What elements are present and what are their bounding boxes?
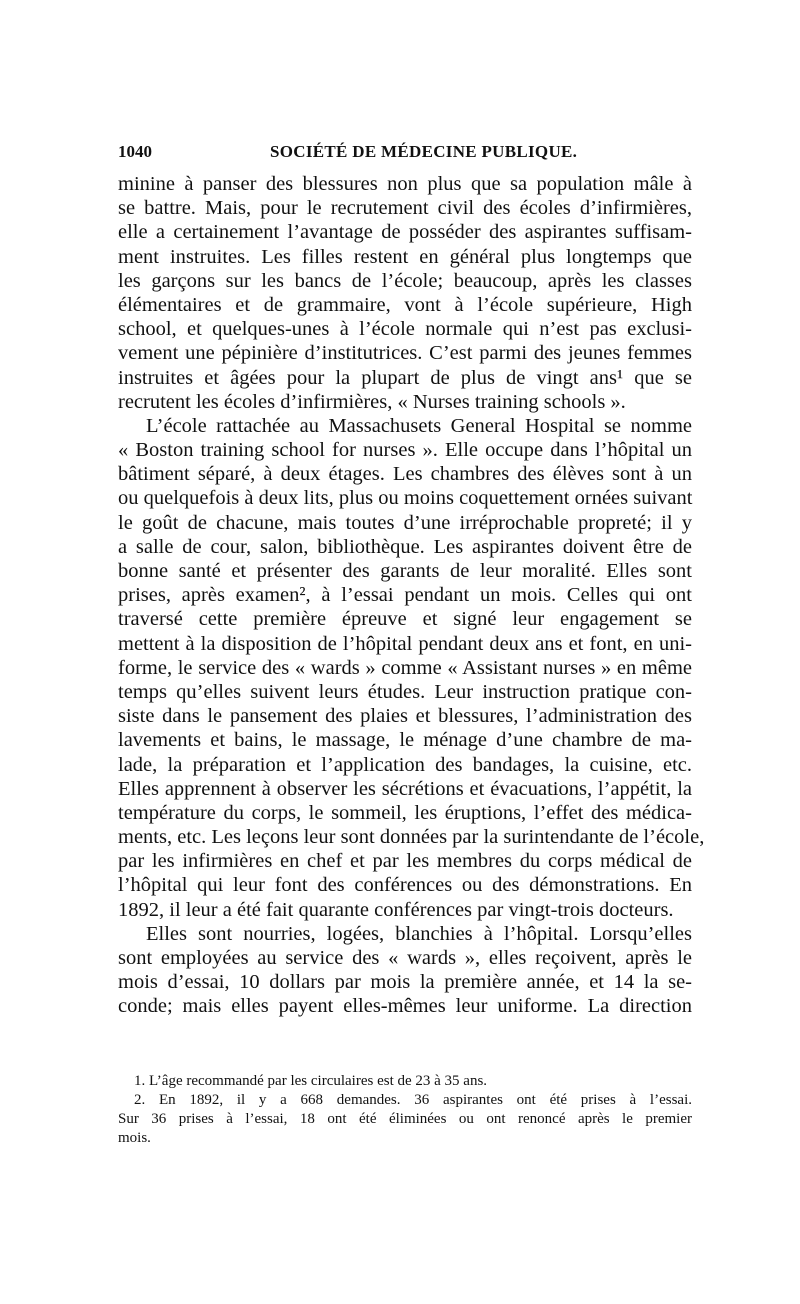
- text-line: ment instruites. Les filles restent en général plus longtemps que: [118, 245, 692, 268]
- text-line: siste dans le pansement des plaies et blessures, l’administration des: [118, 705, 692, 728]
- text-line: l’hôpital qui leur font des conférences ou des démonstrations. En: [118, 874, 692, 897]
- footnote-line: mois.: [118, 1130, 151, 1146]
- text-line: mettent à la disposition de l’hôpital pendant deux ans et font, en uni-: [118, 632, 692, 655]
- text-line: temps qu’elles suivent leurs études. Leur instruction pratique con-: [118, 680, 692, 703]
- text-line: les garçons sur les bancs de l’école; beaucoup, après les classes: [118, 269, 692, 292]
- text-line: school, et quelques-unes à l’école normale qui n’est pas exclusi-: [118, 318, 692, 341]
- text-line: elle a certainement l’avantage de posséder des aspirantes suffisam-: [118, 221, 692, 244]
- text-line: le goût de chacune, mais toutes d’une irréprochable propreté; il y: [118, 511, 692, 534]
- text-line: température du corps, le sommeil, les éruptions, l’effet des médica-: [118, 801, 692, 824]
- text-line: L’école rattachée au Massachusets General Hospital se nomme: [146, 414, 692, 437]
- text-line: recrutent les écoles d’infirmières, « Nurses training schools ».: [118, 390, 626, 413]
- text-line: conde; mais elles payent elles-mêmes leur uniforme. La direction: [118, 995, 692, 1018]
- text-line: « Boston training school for nurses ». Elle occupe dans l’hôpital un: [118, 439, 692, 462]
- text-line: vement une pépinière d’institutrices. C’est parmi des jeunes femmes: [118, 342, 692, 365]
- text-line: traversé cette première épreuve et signé leur engagement se: [118, 608, 692, 631]
- text-line: lavements et bains, le massage, le ménage d’une chambre de ma-: [118, 729, 692, 752]
- text-line: bonne santé et présenter des garants de leur moralité. Elles sont: [118, 560, 692, 582]
- footnote-line: Sur 36 prises à l’essai, 18 ont été éliminées ou ont renoncé après le premier: [118, 1111, 692, 1127]
- text-line: élémentaires et de grammaire, vont à l’école supérieure, High: [118, 293, 692, 316]
- text-line: mois d’essai, 10 dollars par mois la première année, et 14 la se-: [118, 971, 692, 994]
- text-line: par les infirmières en chef et par les membres du corps médical de: [118, 850, 692, 873]
- running-title: SOCIÉTÉ DE MÉDECINE PUBLIQUE.: [270, 142, 578, 161]
- text-line: Elles apprennent à observer les sécrétions et évacuations, l’appétit, la: [118, 777, 692, 800]
- text-line: minine à panser des blessures non plus que sa population mâle à: [118, 173, 692, 195]
- page-header: [118, 142, 690, 168]
- body-text: [118, 172, 705, 1019]
- text-line: ou quelquefois à deux lits, plus ou moins coquettement ornées suivant: [118, 487, 693, 510]
- footnote-line: 1. L’âge recommandé par les circulaires est de 23 à 35 ans.: [134, 1073, 488, 1089]
- footnote-line: 2. En 1892, il y a 668 demandes. 36 aspirantes ont été prises à l’essai.: [134, 1092, 692, 1108]
- text-line: ments, etc. Les leçons leur sont données par la surintendante de l’école,: [118, 826, 705, 849]
- text-line: Elles sont nourries, logées, blanchies à l’hôpital. Lorsqu’elles: [146, 922, 692, 945]
- text-line: instruites et âgées pour la plupart de plus de vingt ans¹ que se: [118, 366, 692, 389]
- page-number: 1040: [118, 142, 152, 161]
- text-line: a salle de cour, salon, bibliothèque. Les aspirantes doivent être de: [118, 535, 692, 558]
- text-line: forme, le service des « wards » comme « Assistant nurses » en même: [118, 656, 692, 679]
- text-line: prises, après examen², à l’essai pendant un mois. Celles qui ont: [118, 584, 692, 607]
- footnotes: [118, 1072, 692, 1148]
- text-line: bâtiment séparé, à deux étages. Les chambres des élèves sont à un: [118, 463, 692, 486]
- text-line: se battre. Mais, pour le recrutement civil des écoles d’infirmières,: [118, 197, 692, 220]
- text-line: lade, la préparation et l’application des bandages, la cuisine, etc.: [118, 753, 692, 776]
- text-line: sont employées au service des « wards », elles reçoivent, après le: [118, 947, 692, 969]
- text-line: 1892, il leur a été fait quarante conférences par vingt-trois docteurs.: [118, 898, 674, 921]
